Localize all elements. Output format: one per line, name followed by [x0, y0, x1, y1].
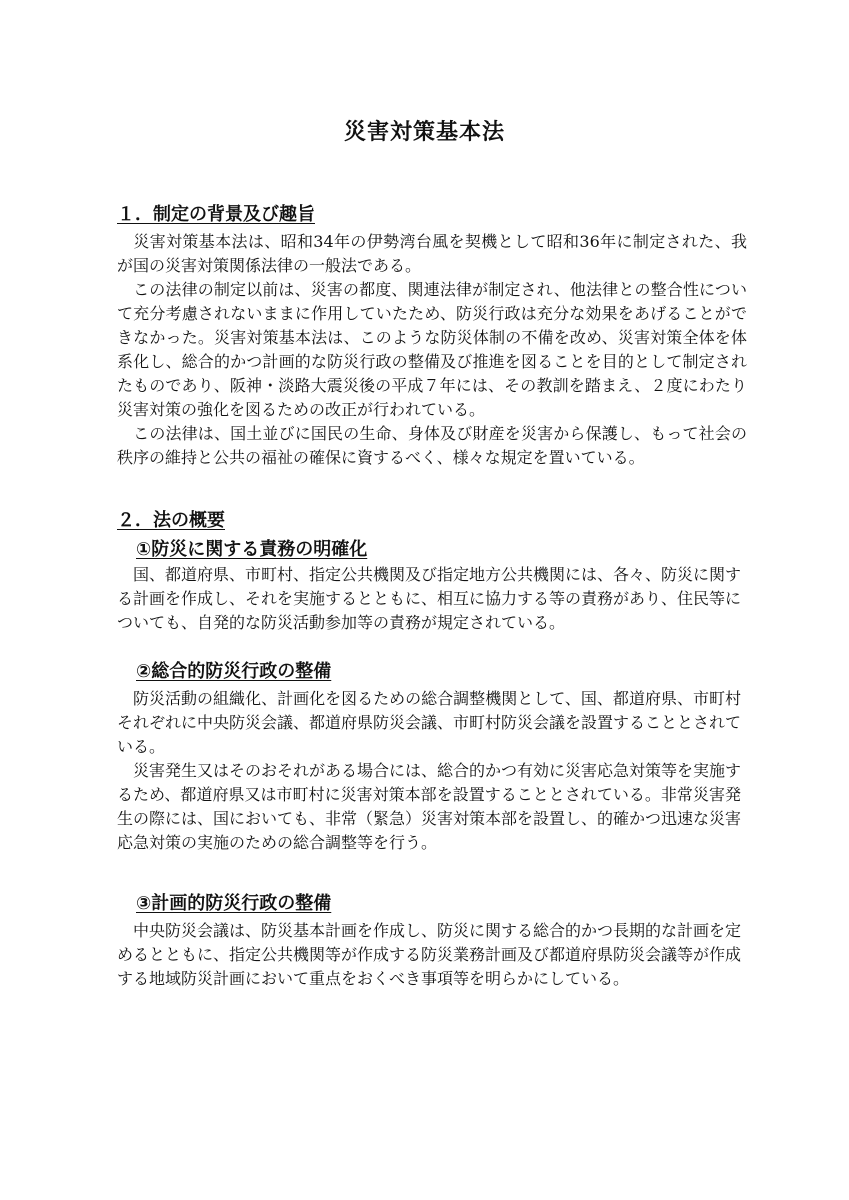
paragraph-comprehensive-administration-2: 災害発生又はそのおそれがある場合には、総合的かつ有効に災害応急対策等を実施するため、都道府県又は市町村に災害対策本部を設置することとされている。非常災害発生の際には、国においても、非常（緊急）災害対策本部を設置し、的確かつ迅速な災害応急対策の実施のための総合調整等を行う。: [117, 761, 742, 852]
section-heading-overview: ２．法の概要: [117, 510, 225, 531]
document-title: 災害対策基本法: [343, 120, 505, 145]
section-heading-background: １．制定の背景及び趣旨: [117, 204, 315, 225]
paragraph-background-3: この法律は、国土並びに国民の生命、身体及び財産を災害から保護し、もって社会の秩序の維持と公共の福祉の確保に資するべく、様々な規定を置いている。: [117, 424, 747, 467]
paragraph-planned-administration: 中央防災会議は、防災基本計画を作成し、防災に関する総合的かつ長期的な計画を定めるとともに、指定公共機関等が作成する防災業務計画及び都道府県防災会議等が作成する地域防災計画において重点をおくべき事項等を明らかにしている。: [117, 921, 742, 988]
subsection-heading-planned-administration: ③計画的防災行政の整備: [136, 893, 332, 914]
paragraph-responsibilities: 国、都道府県、市町村、指定公共機関及び指定地方公共機関には、各々、防災に関する計画を作成し、それを実施するとともに、相互に協力する等の責務があり、住民等についても、自発的な防災活動参加等の責務が規定されている。: [117, 565, 742, 632]
paragraph-background-2: この法律の制定以前は、災害の都度、関連法律が制定され、他法律との整合性について充分考慮されないままに作用していたため、防災行政は充分な効果をあげることができなかった。災害対策基本法は、このような防災体制の不備を改め、災害対策全体を体系化し、総合的かつ計画的な防災行政の整備及び推進を図ることを目的として制定されたものであり、阪神・淡路大震災後の平成７年には、その教訓を踏まえ、２度にわたり災害対策の強化を図るための改正が行われている。: [117, 280, 747, 419]
subsection-heading-responsibilities: ①防災に関する責務の明確化: [136, 539, 368, 560]
subsection-heading-comprehensive-administration: ②総合的防災行政の整備: [136, 661, 332, 682]
paragraph-comprehensive-administration-1: 防災活動の組織化、計画化を図るための総合調整機関として、国、都道府県、市町村それぞれに中央防災会議、都道府県防災会議、市町村防災会議を設置することとされている。: [117, 689, 742, 756]
paragraph-background-1: 災害対策基本法は、昭和34年の伊勢湾台風を契機として昭和36年に制定された、我が国の災害対策関係法律の一般法である。: [117, 232, 747, 275]
